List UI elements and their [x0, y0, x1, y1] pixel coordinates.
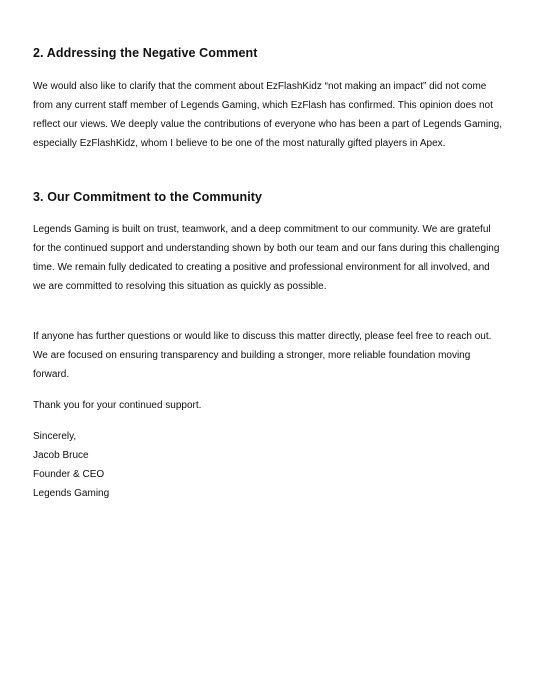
- signature-name: Jacob Bruce: [33, 450, 89, 461]
- signature-title: Founder & CEO: [33, 469, 105, 480]
- paragraph-negative-comment: We would also like to clarify that the comment about EzFlashKidz “not making an impact” did not come from any current staff member of Legends Gaming, which EzFlash has confirmed. This opinion does not reflect our views. We deeply value the contributions of everyone who has been a part of Legends Gaming, especially EzFlashKidz, whom I believe to be one of the most naturally gifted players in Apex.: [33, 81, 502, 149]
- signature-block: [33, 427, 109, 503]
- section-heading-commitment: 3. Our Commitment to the Community: [33, 190, 263, 204]
- paragraph-commitment: Legends Gaming is built on trust, teamwork, and a deep commitment to our community. We are grateful for the continued support and understanding shown by both our team and our fans during this challenging time. We remain fully dedicated to creating a positive and professional environment for all involved, and we are committed to resolving this situation as quickly as possible.: [33, 224, 500, 292]
- paragraph-thanks: Thank you for your continued support.: [33, 400, 202, 411]
- section-heading-negative-comment: 2. Addressing the Negative Comment: [33, 46, 258, 60]
- signature-organization: Legends Gaming: [33, 488, 110, 499]
- signature-salutation: Sincerely,: [33, 431, 77, 442]
- paragraph-questions: If anyone has further questions or would like to discuss this matter directly, please feel free to reach out. We are focused on ensuring transparency and building a stronger, more reliable foundation moving forward.: [33, 331, 492, 380]
